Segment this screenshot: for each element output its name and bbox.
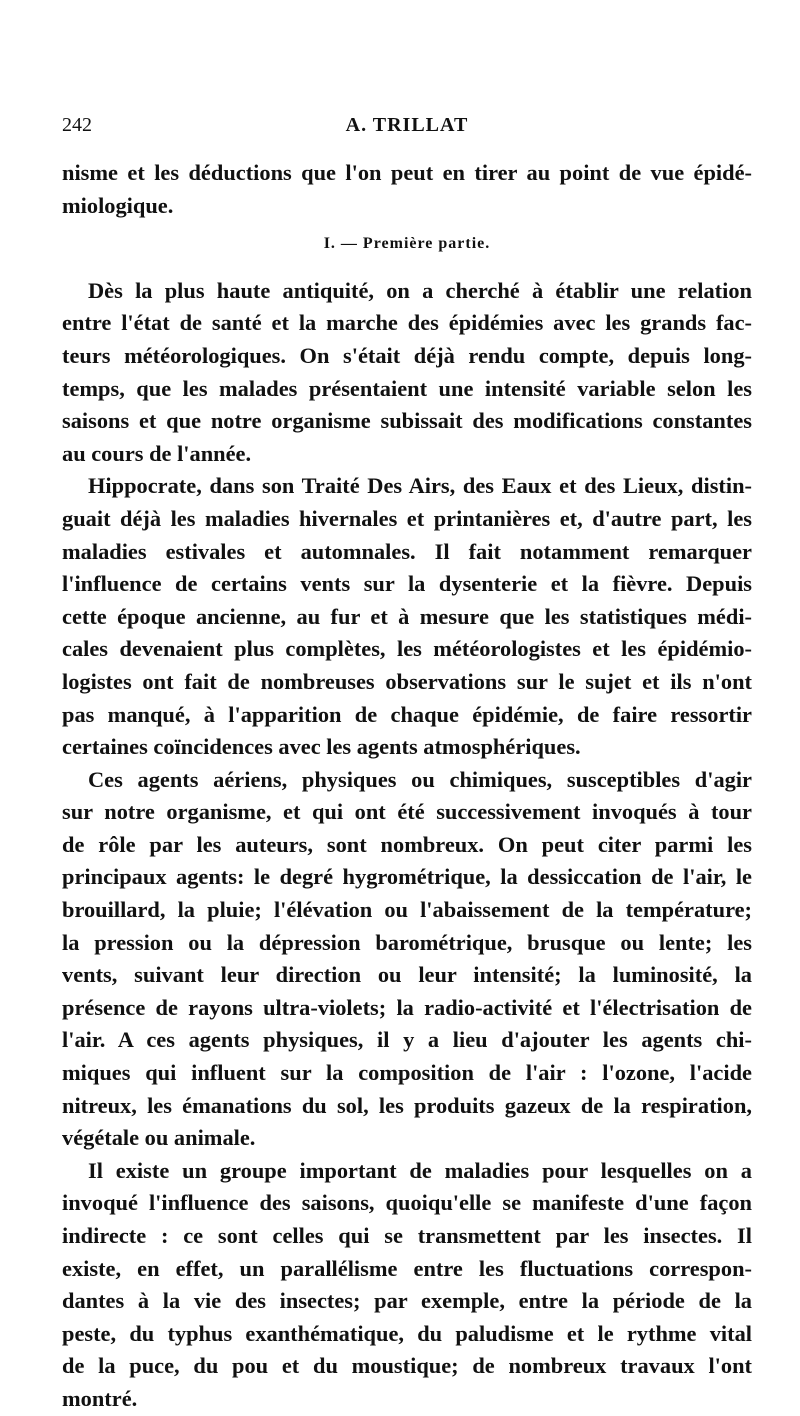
text-line: nisme et les déductions que l'on peut en tirer au point de vue épidé- [62,160,752,185]
text-line: Il existe un groupe important de maladies pour lesquelles on a [88,1157,752,1183]
text-line: de la puce, du pou et du moustique; de nombreux travaux l'ont [62,1353,752,1379]
text-line: indirecte : ce sont celles qui se transmettent par les insectes. Il [62,1223,752,1248]
text-line: existe, en effet, un parallélisme entre les fluctuations correspon- [62,1255,752,1281]
text-line: principaux agents: le degré hygrométrique, la dessiccation de l'air, le [62,864,752,890]
text-line: logistes ont fait de nombreuses observations sur le sujet et ils n'ont [62,668,752,694]
text-line: teurs météorologiques. On s'était déjà rendu compte, depuis long- [62,342,752,368]
text-line: montré. [62,1385,138,1411]
text-line: Dès la plus haute antiquité, on a cherché à établir une relation [88,277,752,303]
text-line: temps, que les malades présentaient une intensité variable selon les [62,375,752,401]
body-text [62,157,752,1416]
page-number: 242 [62,114,92,136]
text-line: peste, du typhus exanthématique, du paludisme et le rythme vital [62,1320,752,1346]
section-heading: I. — Première partie. [323,235,491,253]
text-line: cales devenaient plus complètes, les météorologistes et les épidémio- [62,636,752,662]
text-line: maladies estivales et automnales. Il fait notamment remarquer [62,538,752,564]
text-line: sur notre organisme, et qui ont été successivement invoqués à tour [62,799,752,825]
text-line: l'influence de certains vents sur la dysenterie et la fièvre. Depuis [62,571,752,597]
text-line: nitreux, les émanations du sol, les produits gazeux de la respiration, [62,1092,752,1118]
text-line: la pression ou la dépression barométrique, brusque ou lente; les [62,929,752,955]
text-line: présence de rayons ultra-violets; la radio-activité et l'électrisation de [62,994,752,1020]
text-line: Ces agents aériens, physiques ou chimiques, susceptibles d'agir [88,766,752,792]
text-line: Hippocrate, dans son Traité Des Airs, des Eaux et des Lieux, distin- [88,473,752,499]
text-line: l'air. A ces agents physiques, il y a lieu d'ajouter les agents chi- [62,1027,752,1053]
paragraph-3 [62,764,752,1155]
text-line: guait déjà les maladies hivernales et printanières et, d'autre part, les [62,505,752,531]
text-line: certaines coïncidences avec les agents atmosphériques. [62,734,581,760]
text-line: brouillard, la pluie; l'élévation ou l'abaissement de la température; [62,897,752,923]
text-line: de rôle par les auteurs, sont nombreux. On peut citer parmi les [62,831,752,857]
text-line: pas manqué, à l'apparition de chaque épidémie, de faire ressortir [62,701,752,727]
paragraph-2 [62,470,752,763]
text-line: végétale ou animale. [62,1125,256,1151]
text-line: entre l'état de santé et la marche des épidémies avec les grands fac- [62,310,752,336]
paragraph-1 [62,275,752,471]
paragraph-4 [62,1155,752,1416]
running-title: A. TRILLAT [345,114,469,136]
text-line: au cours de l'année. [62,440,252,466]
text-line: miques qui influent sur la composition de l'air : l'ozone, l'acide [62,1060,752,1086]
page-header [62,114,752,144]
text-line: invoqué l'influence des saisons, quoiqu'elle se manifeste d'une façon [62,1190,752,1216]
text-line: miologique. [62,192,174,218]
text-line: cette époque ancienne, au fur et à mesure que les statistiques médi- [62,603,752,629]
text-line: vents, suivant leur direction ou leur intensité; la luminosité, la [62,962,752,988]
text-line: saisons et que notre organisme subissait des modifications constantes [62,408,752,434]
text-line: dantes à la vie des insectes; par exemple, entre la période de la [62,1288,752,1314]
